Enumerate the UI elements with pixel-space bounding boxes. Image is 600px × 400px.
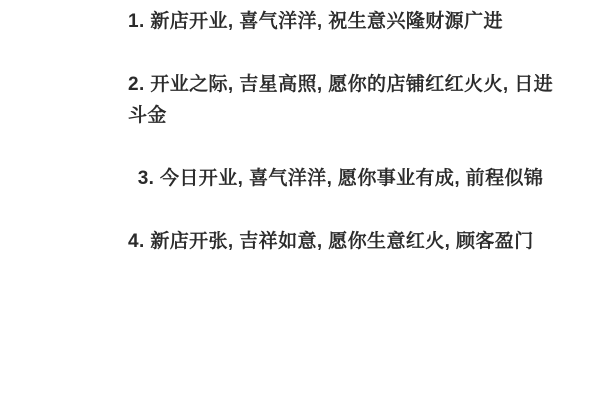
list-item: 1. 新店开业, 喜气洋洋, 祝生意兴隆财源广进 xyxy=(128,11,503,32)
list-item: 4. 新店开张, 吉祥如意, 愿你生意红火, 顾客盈门 xyxy=(128,231,534,252)
list-item: 2. 开业之际, 吉星高照, 愿你的店铺红红火火, 日进斗金 xyxy=(128,74,553,126)
list-item: 3. 今日开业, 喜气洋洋, 愿你事业有成, 前程似锦 xyxy=(132,168,544,189)
